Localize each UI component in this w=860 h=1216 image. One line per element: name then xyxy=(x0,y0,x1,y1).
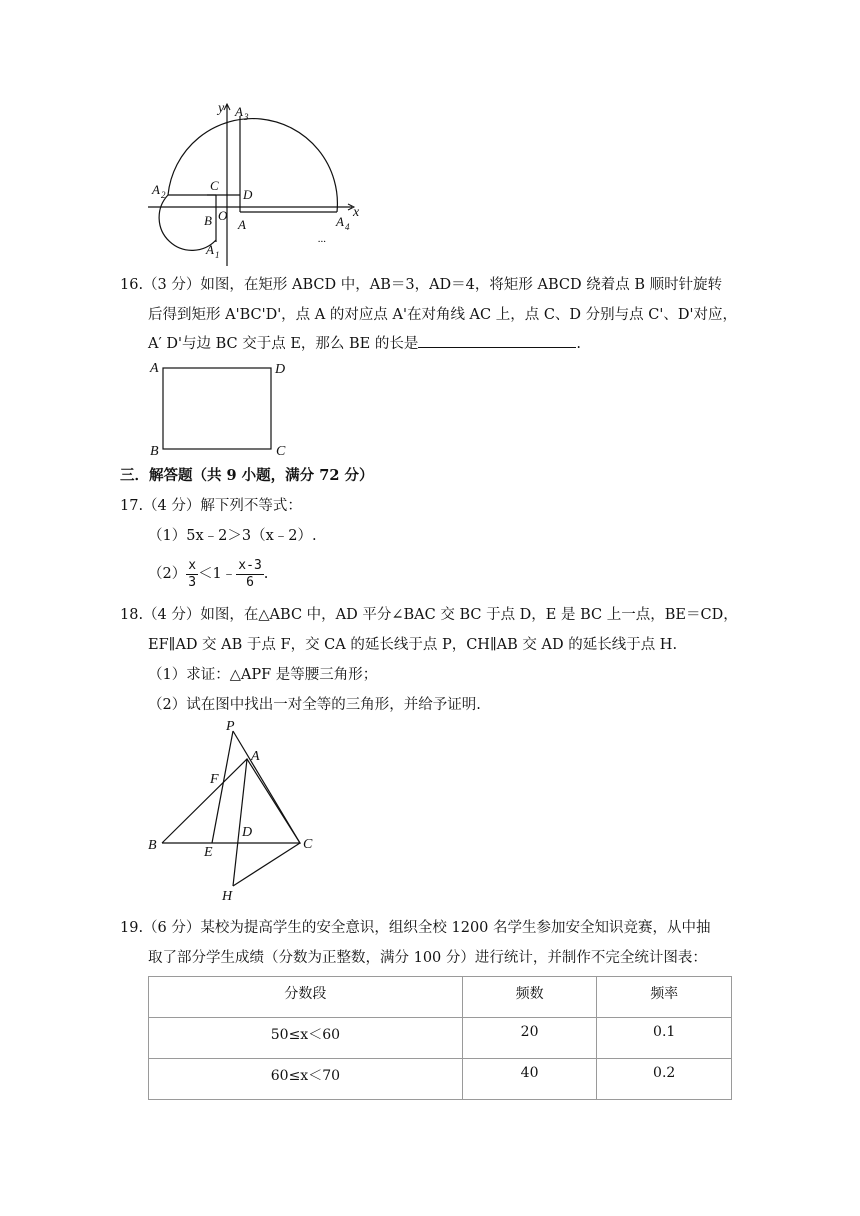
table-row xyxy=(149,1018,732,1059)
x-axis-label: x xyxy=(353,205,360,220)
cell-frequency-count: 20 xyxy=(462,1018,597,1059)
tri-label-f: F xyxy=(210,772,219,787)
tri-label-c: C xyxy=(303,837,313,852)
rect-label-d: D xyxy=(275,362,286,377)
q17-frac1-numerator: x xyxy=(188,557,197,573)
rect-label-b: B xyxy=(150,444,159,459)
q18-part2: （2）试在图中找出一对全等的三角形，并给予证明. xyxy=(148,697,481,713)
q16-line3 xyxy=(148,334,581,354)
label-a4-sub: 4 xyxy=(345,222,350,232)
q16-line1: 16.（3 分）如图，在矩形 ABCD 中，AB＝3，AD＝4，将矩形 ABCD 绕着点 B 顺时针旋转 xyxy=(120,277,723,293)
rect-label-c: C xyxy=(276,444,286,459)
label-o: O xyxy=(218,208,228,223)
rectangle-figure xyxy=(140,356,300,462)
q17-part2-prefix: （2） xyxy=(148,566,187,582)
table-row xyxy=(149,1059,732,1100)
label-c: C xyxy=(210,178,219,193)
q17-fraction-2 xyxy=(236,558,263,591)
cell-frequency-count: 40 xyxy=(462,1059,597,1100)
label-a: A xyxy=(238,217,246,232)
q17-part2 xyxy=(148,557,268,591)
tri-label-a: A xyxy=(251,749,260,764)
q17-fraction-1 xyxy=(186,558,198,591)
label-a2-sub: 2 xyxy=(161,190,166,200)
tri-label-d: D xyxy=(242,825,253,840)
tri-label-p: P xyxy=(226,719,235,734)
q17-frac1-denominator: 3 xyxy=(188,574,197,590)
q16-answer-blank[interactable] xyxy=(418,347,576,348)
triangle-figure xyxy=(140,714,340,904)
q17-stem: 17.（4 分）解下列不等式： xyxy=(120,498,302,514)
label-b: B xyxy=(204,213,212,228)
table-header-row xyxy=(149,977,732,1018)
q16-line3-text: A′ D'与边 BC 交于点 E，那么 BE 的长是 xyxy=(148,336,419,352)
ellipsis-mark: ... xyxy=(318,233,327,245)
cell-score-range: 60≤x＜70 xyxy=(149,1059,463,1100)
rect-label-a: A xyxy=(150,361,159,376)
section-3-heading: 三．解答题（共 9 小题，满分 72 分） xyxy=(120,467,374,484)
score-frequency-table xyxy=(148,976,732,1100)
y-axis-label: y xyxy=(218,101,225,116)
cell-score-range: 50≤x＜60 xyxy=(149,1018,463,1059)
q17-part2-end: . xyxy=(263,566,269,582)
header-frequency-rate: 频率 xyxy=(597,977,732,1018)
q17-frac2-numerator: x-3 xyxy=(238,557,262,573)
q19-line1: 19.（6 分）某校为提高学生的安全意识，组织全校 1200 名学生参加安全知识竞赛，从中抽 xyxy=(120,920,711,936)
label-a4: A xyxy=(336,214,344,229)
label-a2: A xyxy=(152,182,160,197)
q17-frac2-denominator: 6 xyxy=(246,574,254,590)
header-frequency-count: 频数 xyxy=(462,977,597,1018)
tri-label-e: E xyxy=(204,845,213,860)
q19-line2: 取了部分学生成绩（分数为正整数，满分 100 分）进行统计，并制作不完全统计图表： xyxy=(148,950,707,966)
label-a1: A xyxy=(206,242,214,257)
q16-line3-period: . xyxy=(576,336,581,352)
label-a1-sub: 1 xyxy=(215,250,220,260)
header-score-range: 分数段 xyxy=(149,977,463,1018)
q17-part2-mid: ＜1﹣ xyxy=(198,566,237,582)
tri-label-b: B xyxy=(148,838,157,853)
q18-line2: EF∥AD 交 AB 于点 F，交 CA 的延长线于点 P，CH∥AB 交 AD 的延长线于点 H. xyxy=(148,637,678,653)
tri-label-h: H xyxy=(222,889,233,904)
q18-part1: （1）求证：△APF 是等腰三角形； xyxy=(148,667,378,683)
q16-line2: 后得到矩形 A'BC'D'，点 A 的对应点 A'在对角线 AC 上，点 C、D 分别与点 C'、D'对应， xyxy=(148,307,737,323)
spiral-axes-figure xyxy=(140,96,380,276)
q17-part1: （1）5x﹣2＞3（x﹣2）. xyxy=(148,528,317,544)
q18-line1: 18.（4 分）如图，在△ABC 中，AD 平分∠BAC 交 BC 于点 D，E 是 BC 上一点，BE＝CD， xyxy=(120,607,738,623)
label-a3: A xyxy=(235,104,243,119)
cell-frequency-rate: 0.2 xyxy=(597,1059,732,1100)
cell-frequency-rate: 0.1 xyxy=(597,1018,732,1059)
label-a3-sub: 3 xyxy=(244,112,249,122)
label-d: D xyxy=(243,187,253,202)
